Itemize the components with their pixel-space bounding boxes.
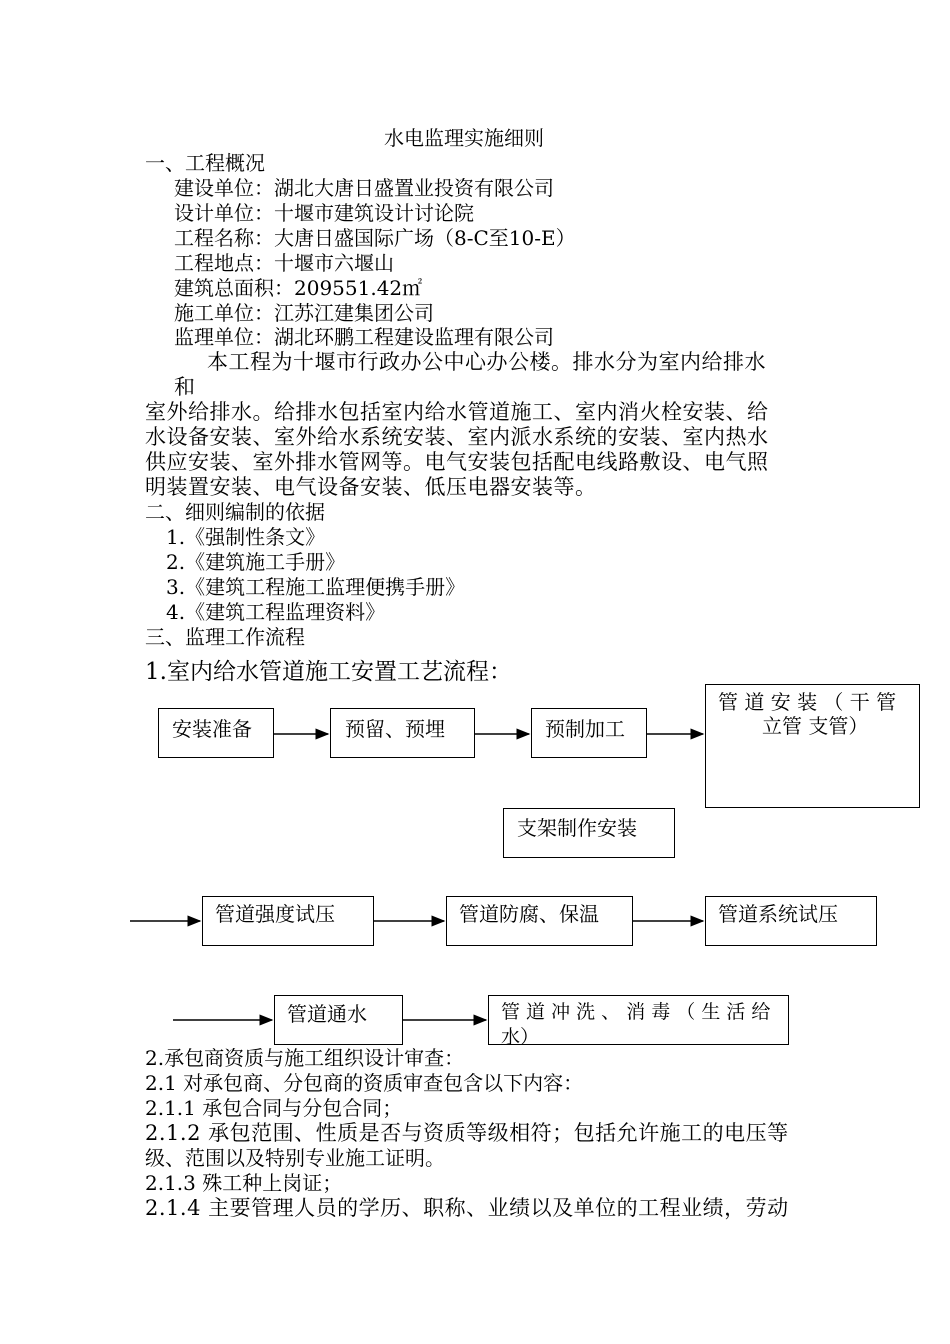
flow-box-prefab [531, 708, 647, 758]
paragraph-line: 本工程为十堰市行政办公中心办公楼。排水分为室内给排水 [207, 350, 766, 374]
flow-box-label-line2: 水） [501, 1026, 540, 1045]
document-title: 水电监理实施细则 [384, 126, 544, 150]
flow-box-label-line1: 管 道 冲 洗 、 消 毒 （ 生 活 给 [501, 1001, 771, 1023]
section-heading-overview: 一、工程概况 [145, 151, 265, 175]
qualification-line: 2.1.3 殊工种上岗证； [145, 1171, 343, 1195]
paragraph-line: 和 [174, 375, 196, 399]
flow-box-label: 管道强度试压 [215, 902, 335, 926]
overview-line: 建筑总面积：209551.42㎡ [174, 276, 423, 300]
flow-box-pipe-install [705, 684, 920, 808]
flow-box-flush [488, 995, 789, 1045]
paragraph-line: 水设备安装、室外给水系统安装、室内派水系统的安装、室内热水 [145, 425, 769, 449]
flow-title: 1.室内给水管道施工安置工艺流程： [145, 659, 512, 685]
flow-box-label: 预制加工 [545, 717, 625, 741]
overview-line: 设计单位：十堰市建筑设计讨论院 [174, 201, 474, 225]
flow-box-install-prep [158, 708, 274, 758]
qualification-line: 2.1.2 承包范围、性质是否与资质等级相符；包括允许施工的电压等 [145, 1121, 789, 1145]
overview-line: 监理单位：湖北环鹏工程建设监理有限公司 [174, 325, 554, 349]
paragraph-line: 明装置安装、电气设备安装、低压电器安装等。 [145, 475, 597, 499]
overview-line: 工程地点：十堰市六堰山 [174, 251, 394, 275]
flow-box-label: 预留、预埋 [345, 717, 445, 741]
flow-box-label-line1: 管 道 安 装 （ 干 管 [718, 690, 897, 714]
paragraph-line: 供应安装、室外排水管网等。电气安装包括配电线路敷设、电气照 [145, 450, 769, 474]
qualification-line: 2.1 对承包商、分包商的资质审查包含以下内容： [145, 1071, 584, 1095]
qualification-line: 级、范围以及特别专业施工证明。 [145, 1146, 445, 1170]
qualification-line: 2.1.4 主要管理人员的学历、职称、业绩以及单位的工程业绩，劳动 [145, 1196, 789, 1220]
overview-line: 工程名称：大唐日盛国际广场（8-C至10-E） [174, 226, 576, 250]
basis-item: 2.《建筑施工手册》 [166, 550, 346, 574]
paragraph-line: 室外给排水。给排水包括室内给水管道施工、室内消火栓安装、给 [145, 400, 769, 424]
overview-line: 建设单位：湖北大唐日盛置业投资有限公司 [174, 176, 554, 200]
flow-box-water-pass [274, 995, 403, 1045]
basis-item: 4.《建筑工程监理资料》 [166, 600, 386, 624]
flow-box-reserve [330, 708, 475, 758]
flow-box-label: 支架制作安装 [517, 816, 637, 840]
flow-box-label: 管道系统试压 [718, 902, 838, 926]
flow-box-support [503, 808, 675, 858]
qualification-line: 2.承包商资质与施工组织设计审查： [145, 1046, 465, 1070]
qualification-line: 2.1.1 承包合同与分包合同； [145, 1096, 403, 1120]
overview-line: 施工单位：江苏江建集团公司 [174, 301, 434, 325]
flow-box-label-line2: 立管 支管） [762, 714, 869, 738]
basis-item: 3.《建筑工程施工监理便携手册》 [166, 575, 466, 599]
flow-box-anticorrosion [446, 896, 633, 946]
flow-box-label: 管道防腐、保温 [459, 902, 599, 926]
flow-box-label: 管道通水 [287, 1002, 367, 1026]
section-heading-workflow: 三、监理工作流程 [145, 625, 305, 649]
flow-box-system-test [705, 896, 877, 946]
flow-box-label: 安装准备 [172, 717, 252, 741]
section-heading-basis: 二、细则编制的依据 [145, 500, 325, 524]
basis-item: 1.《强制性条文》 [166, 525, 326, 549]
flow-box-strength-test [202, 896, 374, 946]
